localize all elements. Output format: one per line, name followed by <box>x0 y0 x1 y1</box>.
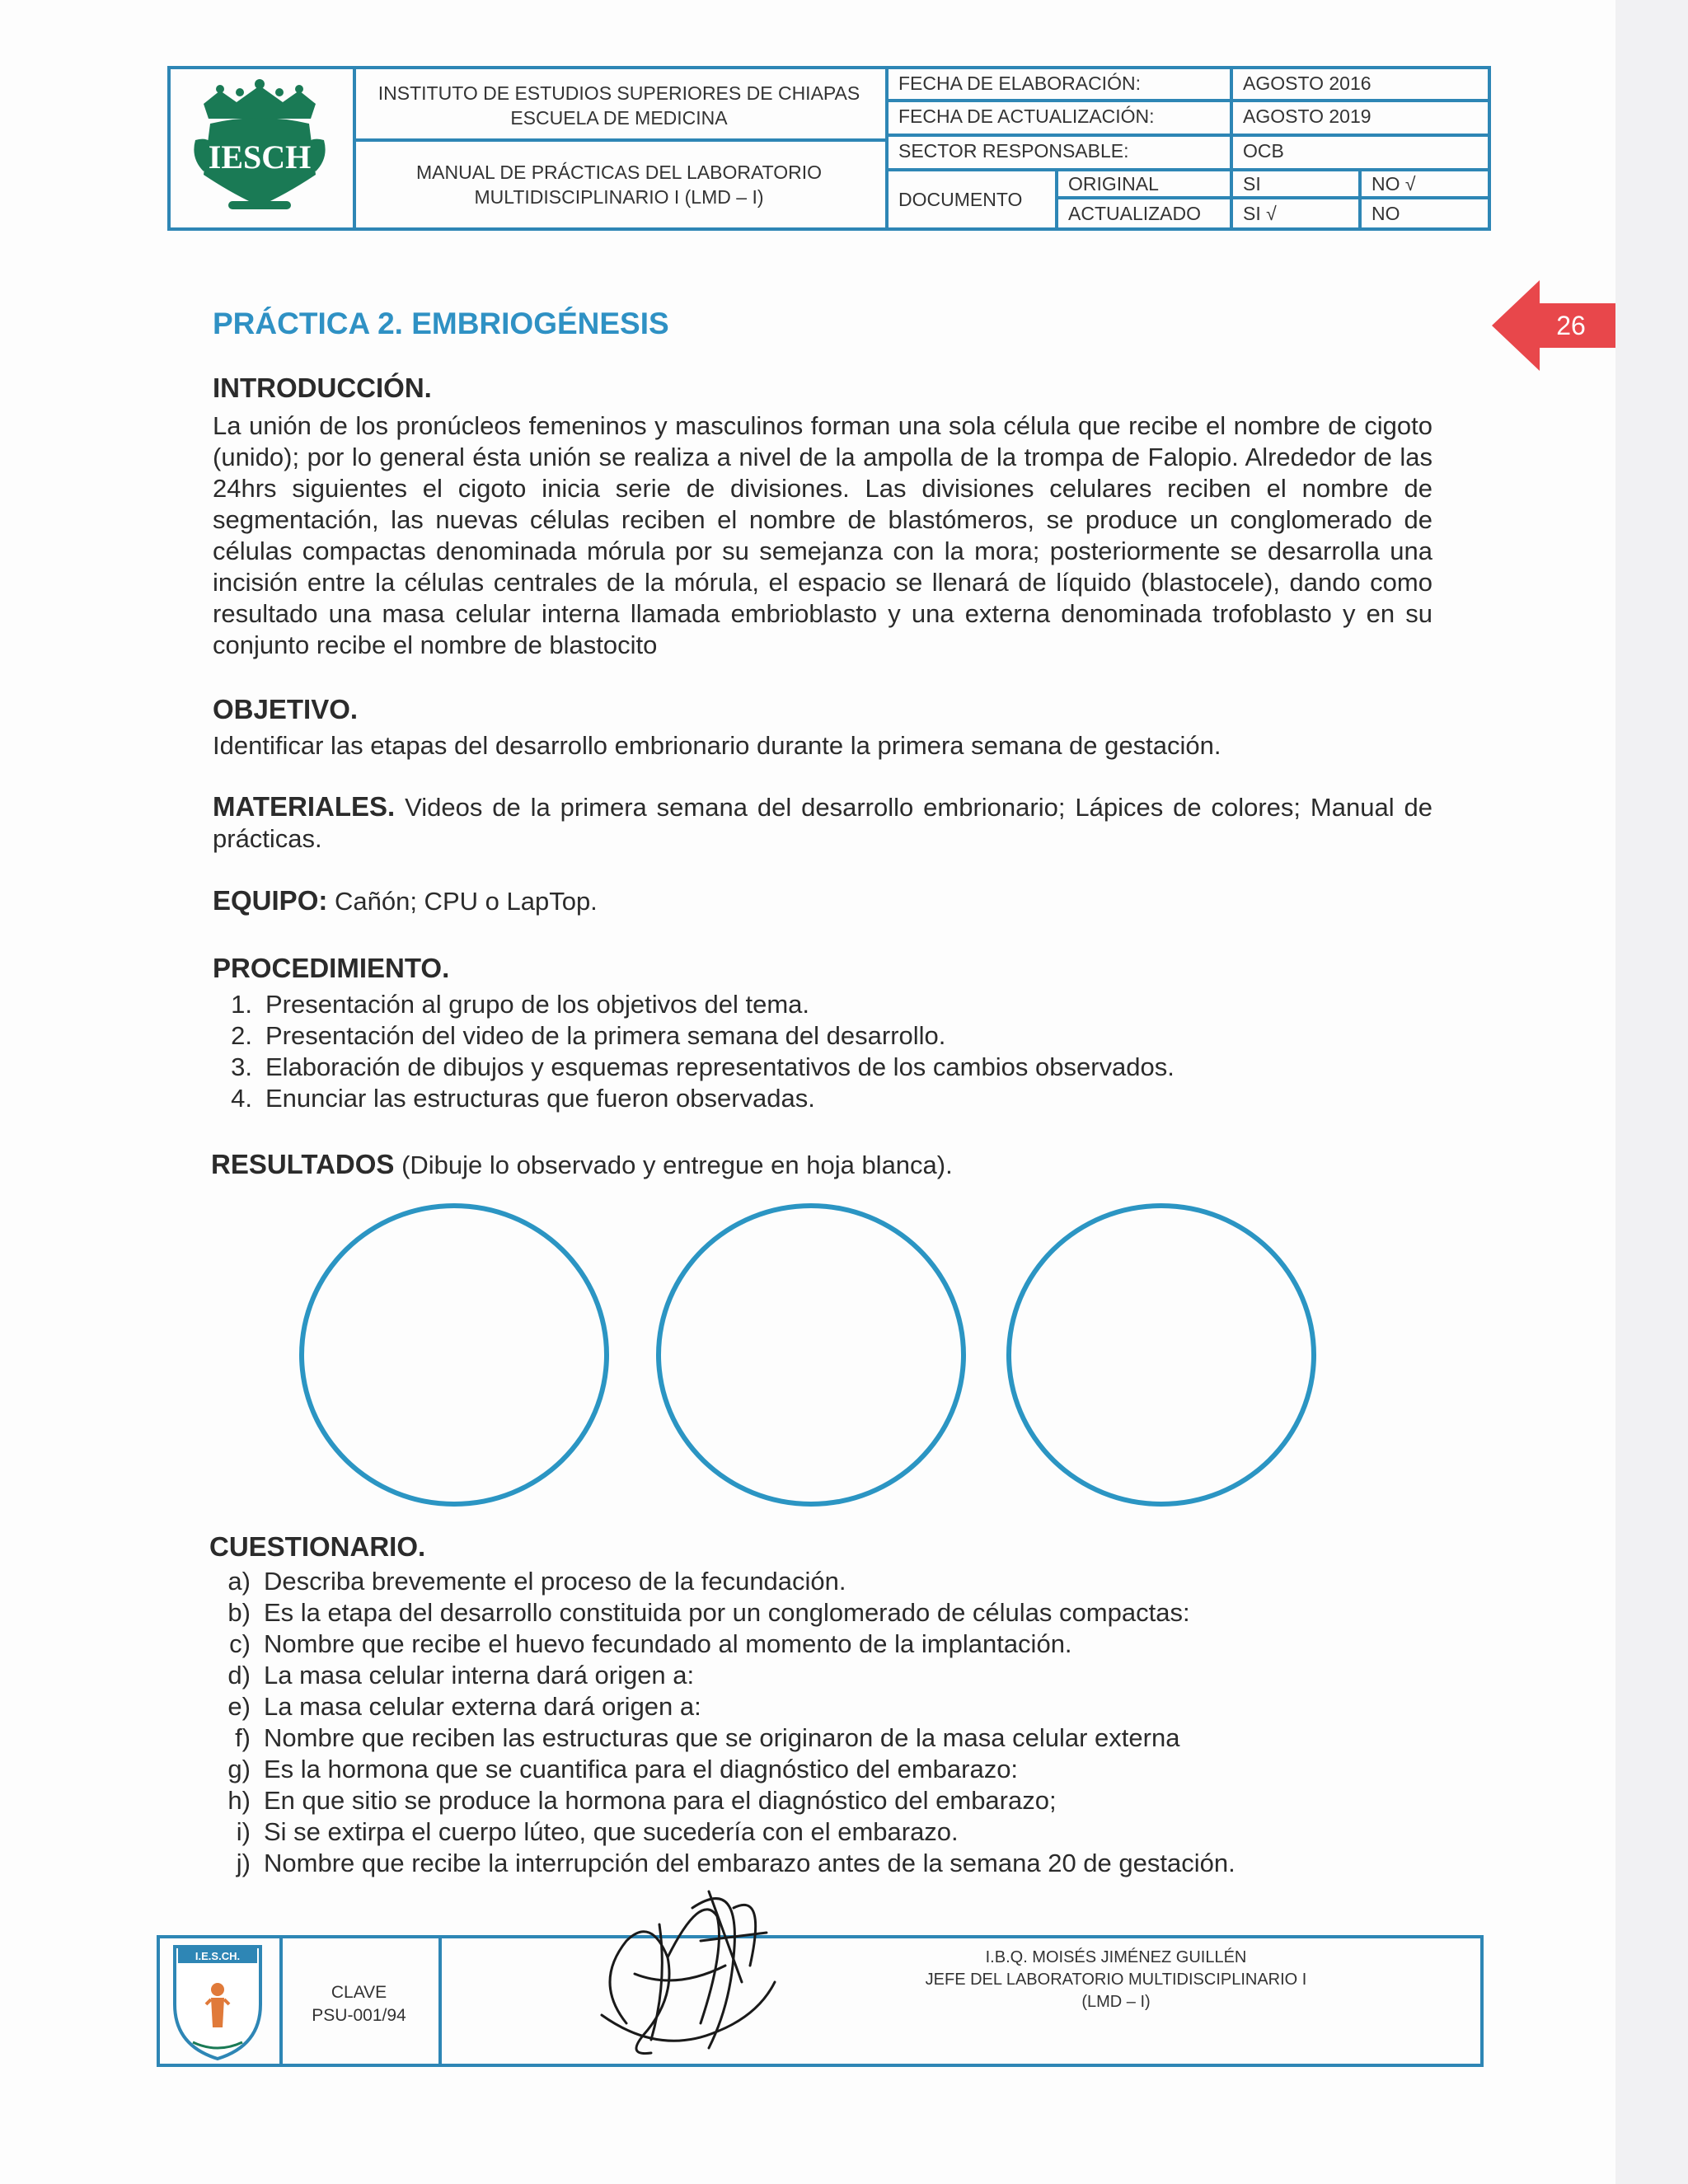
clave-label: CLAVE <box>331 1983 387 2002</box>
iesch-logo-icon <box>171 69 349 227</box>
fecha-elaboracion-value: AGOSTO 2016 <box>1233 69 1488 102</box>
list-item: e) La masa celular externa dará origen a: <box>227 1692 701 1721</box>
svg-text:IESCH: IESCH <box>208 138 312 176</box>
sector-responsable-value: OCB <box>1233 137 1488 171</box>
handwritten-signature <box>577 1858 808 2064</box>
clave-value: PSU-001/94 <box>312 2006 406 2025</box>
footer-seal <box>160 1938 283 2064</box>
cuestionario-list <box>211 1566 1447 1879</box>
list-item: f) Nombre que reciben las estructuras que se originaron de la masa celular externa <box>235 1723 1180 1752</box>
list-item: c) Nombre que recibe el huevo fecundado al momento de la implantación. <box>229 1629 1072 1658</box>
svg-text:26: 26 <box>1556 311 1586 340</box>
list-item: j) Nombre que recibe la interrupción del embarazo antes de la semana 20 de gestación. <box>236 1849 1236 1877</box>
procedimiento-list <box>213 989 1432 1114</box>
document-header <box>167 66 1491 231</box>
sector-responsable-label: SECTOR RESPONSABLE: <box>889 137 1233 171</box>
page-number-tab <box>1492 280 1620 371</box>
materiales-heading: MATERIALES. <box>213 791 396 822</box>
fecha-actualizacion-value: AGOSTO 2019 <box>1233 102 1488 137</box>
fecha-actualizacion-label: FECHA DE ACTUALIZACIÓN: <box>889 102 1233 137</box>
equipo-heading: EQUIPO: <box>213 885 328 916</box>
objetivo-text: Identificar las etapas del desarrollo embrionario durante la primera semana de gestación. <box>213 731 1221 760</box>
intro-heading: INTRODUCCIÓN. <box>213 373 432 403</box>
actualizado-no: NO <box>1372 203 1400 224</box>
list-item: 3. Elaboración de dibujos y esquemas representativos de los cambios observados. <box>231 1052 1175 1081</box>
resultados-text: (Dibuje lo observado y entregue en hoja blanca). <box>401 1151 953 1179</box>
drawing-circle-2 <box>656 1203 966 1507</box>
original-si: SI <box>1233 171 1362 199</box>
header-title-block <box>353 69 889 227</box>
manual-line-2: MULTIDISCIPLINARIO I (LMD – I) <box>474 186 764 208</box>
scan-edge <box>1615 0 1688 2184</box>
institute-name <box>353 69 885 142</box>
cuestionario-heading: CUESTIONARIO. <box>209 1531 426 1562</box>
practice-title: PRÁCTICA 2. EMBRIOGÉNESIS <box>213 307 669 340</box>
school-line: ESCUELA DE MEDICINA <box>510 107 728 129</box>
list-item: 2. Presentación del video de la primera semana del desarrollo. <box>231 1021 946 1050</box>
list-item: i) Si se extirpa el cuerpo lúteo, que sucedería con el embarazo. <box>236 1817 959 1846</box>
materiales-text: Videos de la primera semana del desarrollo embrionario; Lápices de colores; Manual de prácticas. <box>213 793 1432 853</box>
institute-line: INSTITUTO DE ESTUDIOS SUPERIORES DE CHIAPAS <box>377 82 860 104</box>
original-label: ORIGINAL <box>1058 171 1233 199</box>
arrow-left-icon <box>1492 280 1620 371</box>
resultados-heading: RESULTADOS <box>211 1149 395 1179</box>
equipo-text: Cañón; CPU o LapTop. <box>334 887 598 916</box>
fecha-elaboracion-label: FECHA DE ELABORACIÓN: <box>889 69 1233 102</box>
actualizado-label: ACTUALIZADO <box>1058 199 1233 227</box>
list-item: b) Es la etapa del desarrollo constituida por un conglomerado de células compactas: <box>227 1598 1190 1627</box>
manual-line-1: MANUAL DE PRÁCTICAS DEL LABORATORIO <box>415 162 823 183</box>
drawing-circle-3 <box>1006 1203 1316 1507</box>
procedimiento-heading: PROCEDIMIENTO. <box>213 953 450 983</box>
list-item: a) Describa brevemente el proceso de la fecundación. <box>227 1567 846 1596</box>
signer-name: I.B.Q. MOISÉS JIMÉNEZ GUILLÉN <box>985 1948 1247 1966</box>
svg-text:I.E.S.CH.: I.E.S.CH. <box>195 1950 241 1962</box>
drawing-circle-1 <box>299 1203 609 1507</box>
iesch-seal-icon <box>160 1938 276 2064</box>
clave-cell <box>279 1938 442 2064</box>
documento-label: DOCUMENTO <box>889 171 1058 227</box>
manual-name <box>353 142 885 227</box>
list-item: g) Es la hormona que se cuantifica para el diagnóstico del embarazo: <box>227 1755 1019 1783</box>
original-no: NO √ <box>1362 171 1488 199</box>
list-item: d) La masa celular interna dará origen a: <box>227 1661 695 1690</box>
list-item: 1. Presentación al grupo de los objetivos del tema. <box>231 990 810 1019</box>
signer-title-1: JEFE DEL LABORATORIO MULTIDISCIPLINARIO I <box>925 1971 1307 1989</box>
materiales-paragraph <box>213 791 1432 855</box>
objetivo-heading: OBJETIVO. <box>213 694 359 724</box>
document-footer <box>157 1935 1484 2067</box>
resultados-paragraph <box>211 1149 1431 1181</box>
signer-block <box>885 1947 1347 2013</box>
list-item: h) En que sitio se produce la hormona para el diagnóstico del embarazo; <box>227 1786 1057 1815</box>
signer-title-2: (LMD – I) <box>1081 1993 1151 2011</box>
institution-logo <box>171 69 356 227</box>
equipo-paragraph <box>213 885 1432 917</box>
actualizado-si: SI √ <box>1233 199 1362 227</box>
list-item: 4. Enunciar las estructuras que fueron observadas. <box>231 1084 815 1113</box>
intro-text: La unión de los pronúcleos femeninos y masculinos forman una sola célula que recibe el nombre de cigoto (unido); por lo general ésta unión se realiza a nivel de la ampolla de la trompa de Falopio. Alrededor de las 24hrs siguientes el cigoto inicia serie de divisiones. Las divisiones celulares reciben el nombre de segmentación, las nuevas células reciben el nombre de blastómeros, se produce un conglomerado de células compactas denominada mórula por su semejanza con la mora; posteriormente se desarrolla una incisión entre la células centrales de la mórula, el espacio se llenará de líquido (blastocele), dando como resultado una masa celular interna llamada embrioblasto y una externa denominada trofoblasto y en su conjunto recibe el nombre de blastocito <box>213 411 1432 659</box>
